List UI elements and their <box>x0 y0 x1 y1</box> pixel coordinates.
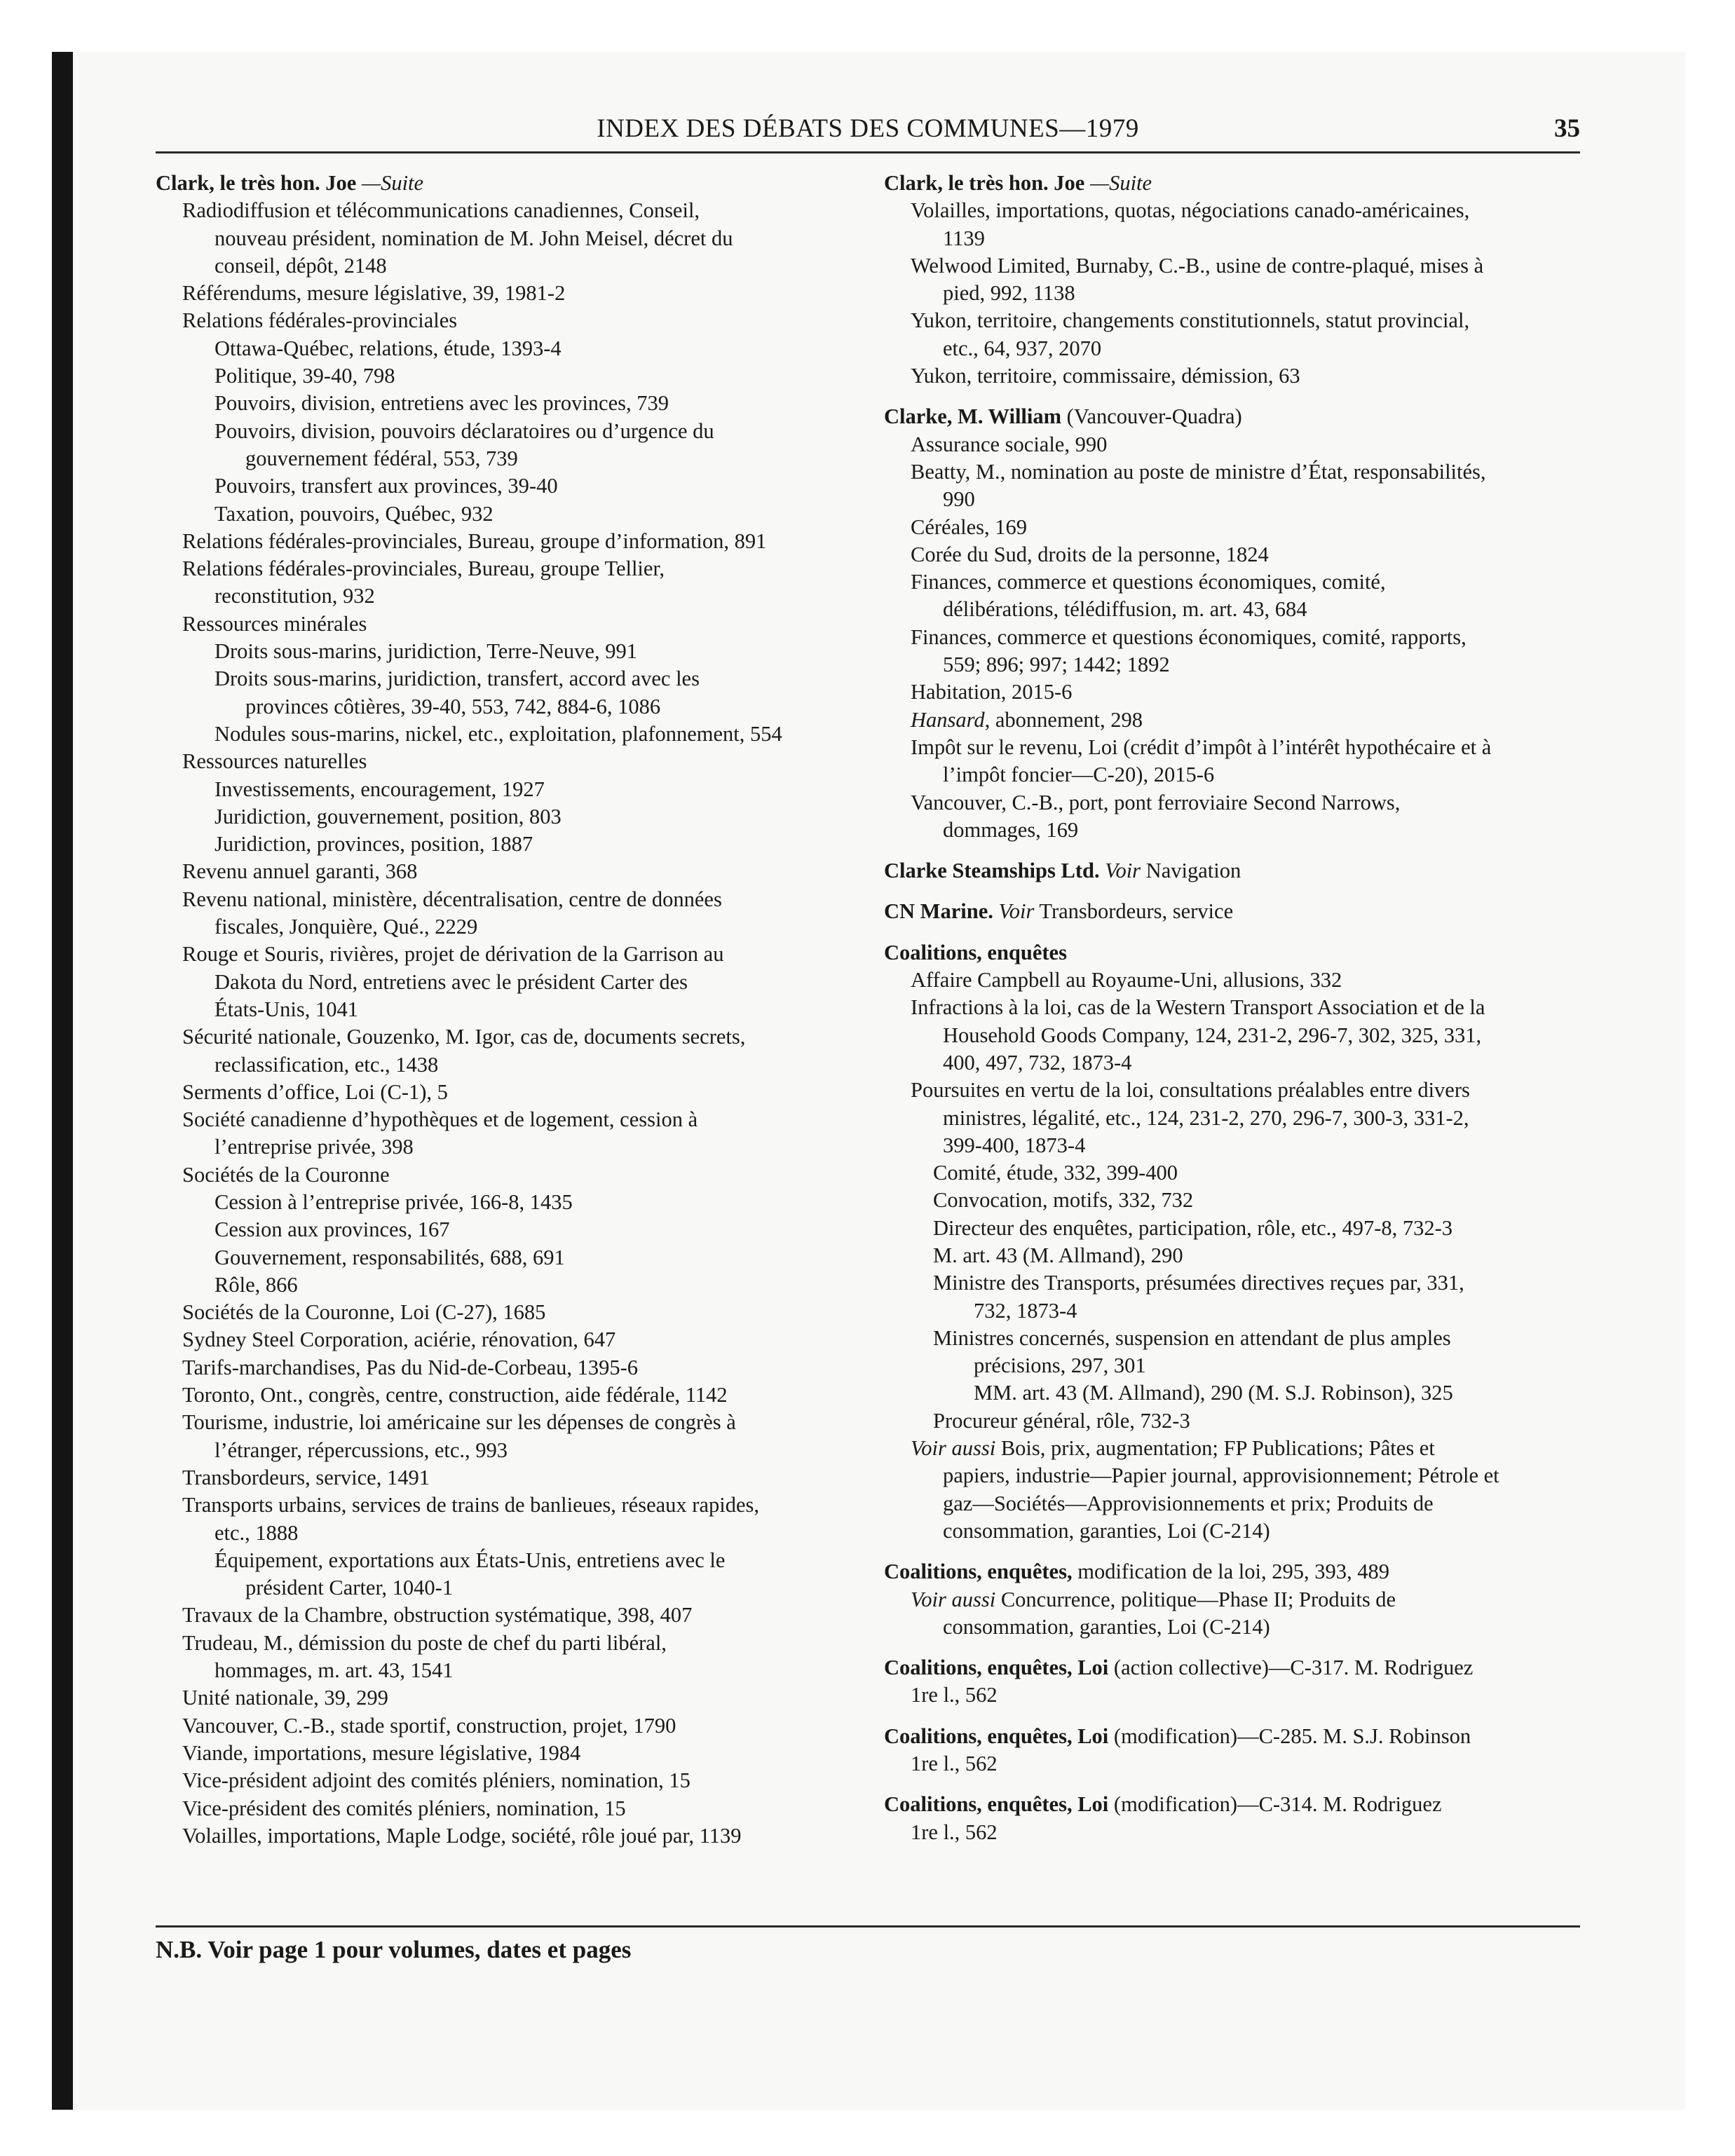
index-entry <box>156 555 857 582</box>
entry-text: 559; 896; 997; 1442; 1892 <box>943 653 1170 677</box>
heading-name: CN Marine. <box>884 899 999 924</box>
entry-text: Procureur général, rôle, 732-3 <box>933 1408 1190 1433</box>
index-entry <box>156 280 857 307</box>
index-entry <box>884 1407 1585 1435</box>
index-entry <box>156 1051 857 1079</box>
entry-gap <box>884 390 1585 403</box>
index-heading <box>884 898 1585 925</box>
entry-text: MM. art. 43 (M. Allmand), 290 (M. S.J. Robinson), 325 <box>974 1381 1453 1405</box>
entry-gap <box>884 844 1585 857</box>
index-entry <box>884 1750 1585 1778</box>
entry-text: Relations fédérales-provinciales, Bureau, groupe Tellier, <box>182 557 665 581</box>
entry-text: 400, 497, 732, 1873-4 <box>943 1050 1132 1074</box>
heading-name: Coalitions, enquêtes, Loi <box>884 1724 1109 1748</box>
entry-text: l’impôt foncier—C-20), 2015-6 <box>943 763 1215 787</box>
index-entry <box>884 817 1585 844</box>
entry-gap <box>884 1641 1585 1654</box>
entry-text: , abonnement, 298 <box>984 707 1143 732</box>
index-entry <box>156 1602 857 1629</box>
entry-text: président Carter, 1040-1 <box>245 1576 454 1600</box>
index-entry <box>884 624 1585 651</box>
index-entry <box>884 1681 1585 1709</box>
index-entry <box>156 1216 857 1243</box>
entry-text: Céréales, 169 <box>911 514 1027 539</box>
heading-name: Clark, le très hon. Joe <box>884 171 1090 195</box>
index-entry <box>156 1492 857 1519</box>
index-heading <box>884 1654 1585 1681</box>
index-entry <box>884 1819 1585 1846</box>
index-entry <box>884 1132 1585 1159</box>
heading-name: Coalitions, enquêtes, Loi <box>884 1656 1109 1680</box>
index-entry <box>156 1464 857 1492</box>
index-entry <box>156 390 857 417</box>
entry-text: 732, 1873-4 <box>974 1298 1077 1323</box>
index-entry <box>156 831 857 858</box>
index-entry <box>156 1106 857 1133</box>
entry-gap <box>884 1778 1585 1791</box>
entry-text: modification de la loi, 295, 393, 489 <box>1072 1560 1389 1584</box>
index-heading <box>884 170 1585 197</box>
entry-text: (modification)—C-285. M. S.J. Robinson <box>1108 1724 1471 1748</box>
entry-text: Vice-président des comités pléniers, nomination, 15 <box>182 1796 626 1820</box>
entry-text: Affaire Campbell au Royaume-Uni, allusions, 332 <box>911 968 1342 992</box>
entry-text: nouveau président, nomination de M. John Meisel, décret du <box>215 226 733 250</box>
index-entry <box>884 1105 1585 1132</box>
entry-text: l’étranger, répercussions, etc., 993 <box>215 1438 508 1462</box>
entry-text: Serments d’office, Loi (C-1), 5 <box>182 1079 448 1104</box>
index-entry <box>884 1049 1585 1077</box>
index-entry <box>884 1242 1585 1269</box>
entry-text: Droits sous-marins, juridiction, Terre-Neuve, 991 <box>215 639 637 664</box>
running-head <box>156 109 1580 153</box>
entry-text: Sociétés de la Couronne <box>182 1162 390 1187</box>
index-heading <box>884 403 1585 430</box>
index-entry <box>156 1684 857 1712</box>
index-heading <box>884 857 1585 885</box>
entry-text: pied, 992, 1138 <box>943 281 1075 306</box>
entry-text: Vice-président adjoint des comités pléniers, nomination, 15 <box>182 1768 690 1793</box>
index-entry <box>884 514 1585 541</box>
index-entry <box>884 994 1585 1021</box>
heading-name: Clarke, M. William <box>884 404 1062 429</box>
index-entry <box>156 1822 857 1850</box>
entry-text: 1re l., 562 <box>911 1820 998 1844</box>
index-entry <box>156 225 857 252</box>
index-entry <box>156 858 857 885</box>
entry-text: Ministre des Transports, présumées directives reçues par, 331, <box>933 1271 1464 1295</box>
italic-text: Voir <box>1105 859 1141 883</box>
index-entry <box>156 1133 857 1161</box>
entry-gap <box>884 1710 1585 1723</box>
entry-text: Yukon, territoire, changements constitutionnels, statut provincial, <box>911 308 1470 333</box>
entry-text: Finances, commerce et questions économiques, comité, <box>911 570 1386 594</box>
entry-text: Finances, commerce et questions économiques, comité, rapports, <box>911 625 1467 649</box>
index-entry <box>156 1299 857 1326</box>
entry-text: etc., 1888 <box>215 1520 299 1545</box>
index-entry <box>156 472 857 500</box>
entry-text: Vancouver, C.-B., stade sportif, construction, projet, 1790 <box>182 1713 676 1738</box>
index-entry <box>884 1297 1585 1325</box>
index-entry <box>156 197 857 224</box>
index-entry <box>884 458 1585 486</box>
index-entry <box>156 500 857 528</box>
index-heading <box>884 1723 1585 1750</box>
index-entry <box>156 1381 857 1409</box>
index-entry <box>884 1490 1585 1517</box>
index-entry <box>156 996 857 1023</box>
index-entry <box>884 541 1585 568</box>
index-entry <box>884 1379 1585 1407</box>
entry-text: Rôle, 866 <box>215 1272 298 1297</box>
index-entry <box>156 1161 857 1189</box>
index-entry <box>884 678 1585 706</box>
index-heading <box>884 1791 1585 1818</box>
index-entry <box>884 1352 1585 1379</box>
index-entry <box>884 596 1585 623</box>
index-entry <box>884 307 1585 334</box>
index-entry <box>156 1354 857 1381</box>
index-entry <box>884 486 1585 513</box>
index-entry <box>156 362 857 390</box>
entry-text: ministres, légalité, etc., 124, 231-2, 270, 296-7, 300-3, 331-2, <box>943 1105 1469 1130</box>
entry-text: Ministres concernés, suspension en attendant de plus amples <box>933 1325 1451 1350</box>
index-entry <box>156 721 857 748</box>
entry-text: précisions, 297, 301 <box>974 1353 1146 1378</box>
index-entry <box>884 1269 1585 1297</box>
heading-name: Clark, le très hon. Joe <box>156 171 362 195</box>
entry-text: Sociétés de la Couronne, Loi (C-27), 1685 <box>182 1300 546 1325</box>
entry-text: Investissements, encouragement, 1927 <box>215 777 545 801</box>
entry-text: consommation, garanties, Loi (C-214) <box>943 1518 1270 1543</box>
entry-text: Taxation, pouvoirs, Québec, 932 <box>215 501 494 526</box>
entry-text: Volailles, importations, Maple Lodge, société, rôle joué par, 1139 <box>182 1823 742 1848</box>
index-entry <box>156 1244 857 1271</box>
index-entry <box>884 335 1585 362</box>
entry-text: Transbordeurs, service <box>1034 899 1234 924</box>
page-number: 35 <box>1554 114 1580 143</box>
italic-text: Voir aussi <box>911 1436 996 1461</box>
footer-note: N.B. Voir page 1 pour volumes, dates et pages <box>156 1936 632 1963</box>
italic-text: Voir <box>998 899 1035 924</box>
index-entry <box>156 941 857 968</box>
entry-text: Pouvoirs, transfert aux provinces, 39-40 <box>215 474 558 498</box>
entry-text: Tarifs-marchandises, Pas du Nid-de-Corbeau, 1395-6 <box>182 1355 639 1379</box>
entry-text: dommages, 169 <box>943 817 1079 842</box>
index-entry <box>884 1462 1585 1489</box>
entry-text: Habitation, 2015-6 <box>911 680 1073 704</box>
entry-text: 1139 <box>943 226 985 250</box>
index-entry <box>156 528 857 555</box>
index-entry <box>884 1517 1585 1545</box>
entry-text: Ressources minérales <box>182 611 367 636</box>
entry-text: Toronto, Ont., congrès, centre, construction, aide fédérale, 1142 <box>182 1383 728 1407</box>
index-entry <box>156 1189 857 1216</box>
index-entry <box>156 693 857 721</box>
entry-text: Poursuites en vertu de la loi, consultations préalables entre divers <box>911 1078 1470 1103</box>
entry-text: 399-400, 1873-4 <box>943 1133 1086 1157</box>
index-entry <box>156 1630 857 1657</box>
entry-text: Viande, importations, mesure législative, 1984 <box>182 1740 581 1765</box>
entry-text: Transports urbains, services de trains de banlieues, réseaux rapides, <box>182 1493 759 1517</box>
entry-text: Politique, 39-40, 798 <box>215 364 395 388</box>
scan-edge-shadow <box>52 52 73 2110</box>
italic-text: —Suite <box>361 171 424 195</box>
entry-text: Concurrence, politique—Phase II; Produits de <box>995 1587 1396 1611</box>
entry-text: (modification)—C-314. M. Rodriguez <box>1108 1792 1442 1817</box>
index-entry <box>156 1657 857 1684</box>
index-entry <box>884 651 1585 678</box>
index-entry <box>884 707 1585 734</box>
entry-text: Sécurité nationale, Gouzenko, M. Igor, cas de, documents secrets, <box>182 1025 746 1049</box>
index-entry <box>156 748 857 775</box>
entry-text: Navigation <box>1141 859 1241 883</box>
entry-text: 990 <box>943 487 975 512</box>
entry-text: Cession aux provinces, 167 <box>215 1217 450 1242</box>
entry-text: Dakota du Nord, entretiens avec le président Carter des <box>215 969 688 994</box>
index-entry <box>156 335 857 362</box>
entry-text: États-Unis, 1041 <box>215 997 359 1021</box>
entry-text: Transbordeurs, service, 1491 <box>182 1465 430 1489</box>
entry-text: Travaux de la Chambre, obstruction systématique, 398, 407 <box>182 1603 693 1628</box>
entry-text: Ressources naturelles <box>182 749 367 774</box>
entry-text: fiscales, Jonquière, Qué., 2229 <box>215 915 478 939</box>
index-entry <box>156 803 857 831</box>
index-entry <box>884 225 1585 252</box>
entry-text: Sydney Steel Corporation, aciérie, rénovation, 647 <box>182 1328 616 1352</box>
entry-text: gouvernement fédéral, 553, 739 <box>245 446 518 470</box>
index-entry <box>156 665 857 692</box>
entry-text: hommages, m. art. 43, 1541 <box>215 1658 454 1683</box>
index-entry <box>156 610 857 638</box>
index-entry <box>156 252 857 280</box>
index-entry <box>884 1077 1585 1104</box>
entry-text: Volailles, importations, quotas, négociations canado-américaines, <box>911 198 1470 223</box>
index-heading <box>884 939 1585 967</box>
index-entry <box>156 1271 857 1299</box>
index-entry <box>884 568 1585 596</box>
entry-text: Rouge et Souris, rivières, projet de dérivation de la Garrison au <box>182 942 724 967</box>
entry-text: reclassification, etc., 1438 <box>215 1052 439 1077</box>
italic-text: Hansard <box>911 707 985 732</box>
index-entry <box>156 1767 857 1794</box>
heading-name: Coalitions, enquêtes, Loi <box>884 1792 1109 1817</box>
index-entry <box>156 445 857 472</box>
entry-text: Bois, prix, augmentation; FP Publications; Pâtes et <box>995 1436 1435 1461</box>
index-entry <box>156 638 857 665</box>
index-entry <box>156 1547 857 1574</box>
entry-text: Impôt sur le revenu, Loi (crédit d’impôt à l’intérêt hypothécaire et à <box>911 735 1492 759</box>
entry-text: (Vancouver-Quadra) <box>1061 404 1242 429</box>
heading-name: Clarke Steamships Ltd. <box>884 859 1105 883</box>
index-entry <box>884 431 1585 458</box>
index-entry <box>884 1215 1585 1242</box>
index-entry <box>884 1586 1585 1613</box>
entry-text: Cession à l’entreprise privée, 166-8, 1435 <box>215 1189 573 1214</box>
entry-text: Relations fédérales-provinciales <box>182 308 458 333</box>
entry-text: Unité nationale, 39, 299 <box>182 1686 388 1710</box>
index-entry <box>884 252 1585 280</box>
entry-text: Ottawa-Québec, relations, étude, 1393-4 <box>215 336 562 360</box>
entry-text: Juridiction, gouvernement, position, 803 <box>215 804 562 828</box>
index-entry <box>156 1795 857 1822</box>
entry-text: Nodules sous-marins, nickel, etc., exploitation, plafonnement, 554 <box>215 721 782 746</box>
italic-text: Voir aussi <box>911 1587 996 1611</box>
index-entry <box>156 913 857 941</box>
entry-text: (action collective)—C-317. M. Rodriguez <box>1108 1656 1474 1680</box>
entry-text: Comité, étude, 332, 399-400 <box>933 1161 1178 1185</box>
entry-text: Welwood Limited, Burnaby, C.-B., usine de contre-plaqué, mises à <box>911 253 1484 278</box>
index-entry <box>156 1740 857 1767</box>
index-entry <box>156 969 857 996</box>
entry-text: Tourisme, industrie, loi américaine sur les dépenses de congrès à <box>182 1410 736 1435</box>
entry-text: Convocation, motifs, 332, 732 <box>933 1188 1194 1213</box>
heading-name: Coalitions, enquêtes, <box>884 1560 1073 1584</box>
entry-text: Vancouver, C.-B., port, pont ferroviaire Second Narrows, <box>911 790 1401 814</box>
entry-text: Revenu national, ministère, décentralisation, centre de données <box>182 887 722 911</box>
index-heading <box>884 1558 1585 1585</box>
entry-text: Référendums, mesure législative, 39, 1981-2 <box>182 281 566 306</box>
index-entry <box>156 1712 857 1740</box>
index-entry <box>156 418 857 445</box>
entry-text: Relations fédérales-provinciales, Bureau, groupe d’information, 891 <box>182 528 767 553</box>
entry-text: consommation, garanties, Loi (C-214) <box>943 1614 1270 1639</box>
index-entry <box>884 1187 1585 1214</box>
index-entry <box>156 1326 857 1353</box>
entry-text: Pouvoirs, division, pouvoirs déclaratoires ou d’urgence du <box>215 418 714 443</box>
entry-text: Directeur des enquêtes, participation, rôle, etc., 497-8, 732-3 <box>933 1215 1453 1240</box>
index-column-left <box>156 170 857 1850</box>
index-entry <box>156 582 857 610</box>
index-entry <box>884 1325 1585 1352</box>
index-entry <box>156 1409 857 1436</box>
index-entry <box>156 307 857 334</box>
entry-text: Infractions à la loi, cas de la Western Transport Association et de la <box>911 995 1485 1020</box>
entry-text: Société canadienne d’hypothèques et de logement, cession à <box>182 1107 698 1132</box>
entry-text: l’entreprise privée, 398 <box>215 1135 414 1159</box>
index-entry <box>884 967 1585 994</box>
index-entry <box>884 280 1585 307</box>
index-entry <box>156 886 857 913</box>
entry-text: Beatty, M., nomination au poste de ministre d’État, responsabilités, <box>911 459 1486 484</box>
index-entry <box>156 1023 857 1051</box>
index-entry <box>884 1022 1585 1049</box>
entry-text: Radiodiffusion et télécommunications canadiennes, Conseil, <box>182 198 700 223</box>
index-entry <box>156 1079 857 1106</box>
entry-text: Yukon, territoire, commissaire, démission, 63 <box>911 364 1300 388</box>
entry-text: 1re l., 562 <box>911 1752 998 1776</box>
entry-text: délibérations, télédiffusion, m. art. 43, 684 <box>943 597 1307 622</box>
entry-text: Gouvernement, responsabilités, 688, 691 <box>215 1245 565 1269</box>
entry-gap <box>884 885 1585 898</box>
index-entry <box>884 197 1585 224</box>
entry-text: Droits sous-marins, juridiction, transfert, accord avec les <box>215 667 700 691</box>
entry-gap <box>884 1545 1585 1558</box>
entry-text: M. art. 43 (M. Allmand), 290 <box>933 1243 1183 1267</box>
page-title: INDEX DES DÉBATS DES COMMUNES—1979 <box>597 114 1139 143</box>
index-entry <box>156 1574 857 1602</box>
index-entry <box>156 1520 857 1547</box>
index-column-right <box>884 170 1585 1846</box>
entry-text: Pouvoirs, division, entretiens avec les provinces, 739 <box>215 391 669 416</box>
index-entry <box>884 789 1585 817</box>
entry-text: reconstitution, 932 <box>215 584 375 608</box>
italic-text: —Suite <box>1089 171 1152 195</box>
entry-text: Revenu annuel garanti, 368 <box>182 859 418 884</box>
index-entry <box>884 1159 1585 1187</box>
entry-text: conseil, dépôt, 2148 <box>215 253 387 278</box>
index-heading <box>156 170 857 197</box>
index-entry <box>884 1435 1585 1462</box>
heading-name: Coalitions, enquêtes <box>884 940 1067 964</box>
index-entry <box>884 362 1585 390</box>
footer-rule <box>156 1925 1580 1928</box>
index-entry <box>884 734 1585 761</box>
entry-text: Juridiction, provinces, position, 1887 <box>215 832 533 857</box>
entry-text: Assurance sociale, 990 <box>911 432 1108 456</box>
index-entry <box>156 776 857 803</box>
entry-text: Household Goods Company, 124, 231-2, 296-7, 302, 325, 331, <box>943 1023 1482 1047</box>
entry-text: papiers, industrie—Papier journal, approvisionnement; Pétrole et <box>943 1464 1499 1488</box>
entry-text: Équipement, exportations aux États-Unis, entretiens avec le <box>215 1548 726 1572</box>
entry-text: gaz—Sociétés—Approvisionnements et prix; Produits de <box>943 1491 1434 1515</box>
index-entry <box>884 1613 1585 1641</box>
entry-text: provinces côtières, 39-40, 553, 742, 884-6, 1086 <box>245 694 661 718</box>
entry-text: Corée du Sud, droits de la personne, 1824 <box>911 542 1269 566</box>
entry-text: 1re l., 562 <box>911 1683 998 1707</box>
entry-text: Trudeau, M., démission du poste de chef du parti libéral, <box>182 1630 667 1655</box>
entry-gap <box>884 926 1585 939</box>
index-entry <box>884 761 1585 789</box>
index-entry <box>156 1437 857 1464</box>
entry-text: etc., 64, 937, 2070 <box>943 336 1102 360</box>
